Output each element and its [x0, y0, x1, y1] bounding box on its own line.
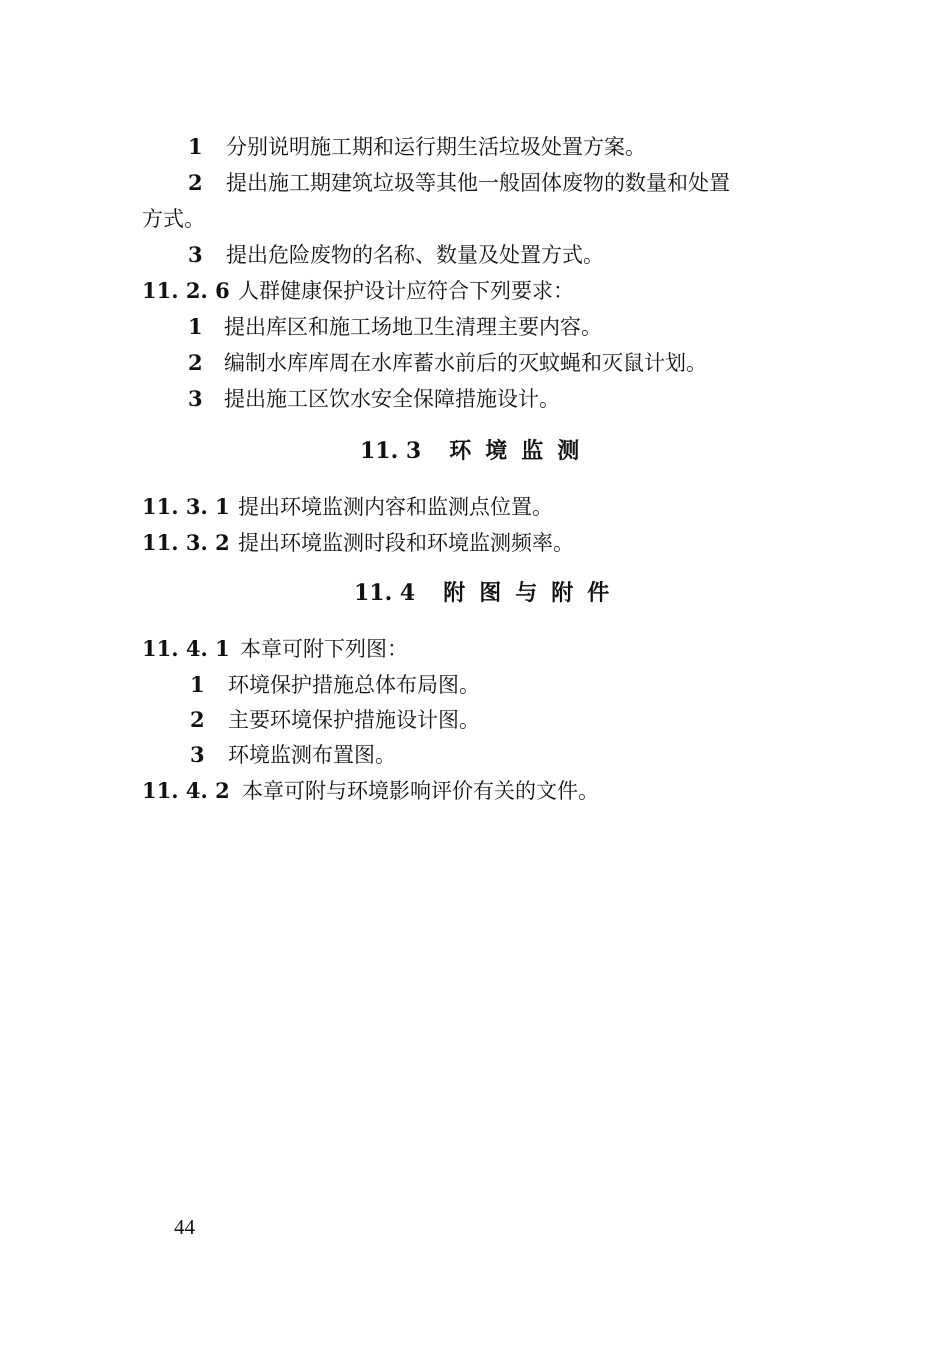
clause [142, 492, 553, 522]
item-text: 分别说明施工期和运行期生活垃圾处置方案。 [226, 135, 646, 159]
clause-text: 提出环境监测时段和环境监测频率。 [238, 531, 574, 555]
item-number: 3 [188, 242, 203, 267]
item-number: 3 [188, 386, 203, 411]
item-text: 编制水库库周在水库蓄水前后的灭蚊蝇和灭鼠计划。 [224, 351, 707, 375]
clause [142, 634, 408, 664]
clause [142, 528, 574, 558]
clause-text: 本章可附下列图： [240, 637, 408, 661]
item-text: 方式。 [142, 207, 205, 231]
clause-number: 11. 4. 1 [142, 636, 230, 661]
item-number: 1 [190, 672, 205, 697]
list-item [188, 384, 560, 414]
item-text: 提出施工区饮水安全保障措施设计。 [224, 387, 560, 411]
section-title: 附图与附件 [443, 580, 624, 606]
section-number: 11. 3 [360, 438, 422, 464]
item-number: 3 [190, 742, 205, 767]
clause-text: 人群健康保护设计应符合下列要求： [238, 279, 574, 303]
clause-number: 11. 3. 1 [142, 494, 230, 519]
section-heading-11-3 [360, 436, 593, 466]
item-number: 2 [188, 170, 203, 195]
list-item [190, 670, 480, 700]
list-item [188, 168, 730, 198]
page-number: 44 [174, 1215, 195, 1239]
list-item [190, 705, 480, 735]
list-item-continuation [142, 204, 205, 234]
clause-number: 11. 3. 2 [142, 530, 230, 555]
clause-number: 11. 4. 2 [142, 778, 230, 803]
clause-number: 11. 2. 6 [142, 278, 230, 303]
item-text: 环境监测布置图。 [228, 743, 396, 767]
item-number: 1 [188, 314, 203, 339]
list-item [188, 132, 646, 162]
item-text: 环境保护措施总体布局图。 [228, 673, 480, 697]
item-number: 2 [188, 350, 203, 375]
section-title: 环境监测 [449, 438, 594, 464]
clause-text: 提出环境监测内容和监测点位置。 [238, 495, 553, 519]
section-number: 11. 4 [354, 580, 416, 606]
clause [142, 776, 599, 806]
clause-text: 本章可附与环境影响评价有关的文件。 [242, 779, 599, 803]
item-number: 1 [188, 134, 203, 159]
clause [142, 276, 574, 306]
list-item [188, 312, 602, 342]
item-number: 2 [190, 707, 205, 732]
item-text: 提出库区和施工场地卫生清理主要内容。 [224, 315, 602, 339]
section-heading-11-4 [354, 578, 623, 608]
list-item [188, 240, 604, 270]
list-item [190, 740, 396, 770]
list-item [188, 348, 707, 378]
item-text: 主要环境保护措施设计图。 [228, 708, 480, 732]
item-text: 提出危险废物的名称、数量及处置方式。 [226, 243, 604, 267]
item-text: 提出施工期建筑垃圾等其他一般固体废物的数量和处置 [226, 171, 730, 195]
